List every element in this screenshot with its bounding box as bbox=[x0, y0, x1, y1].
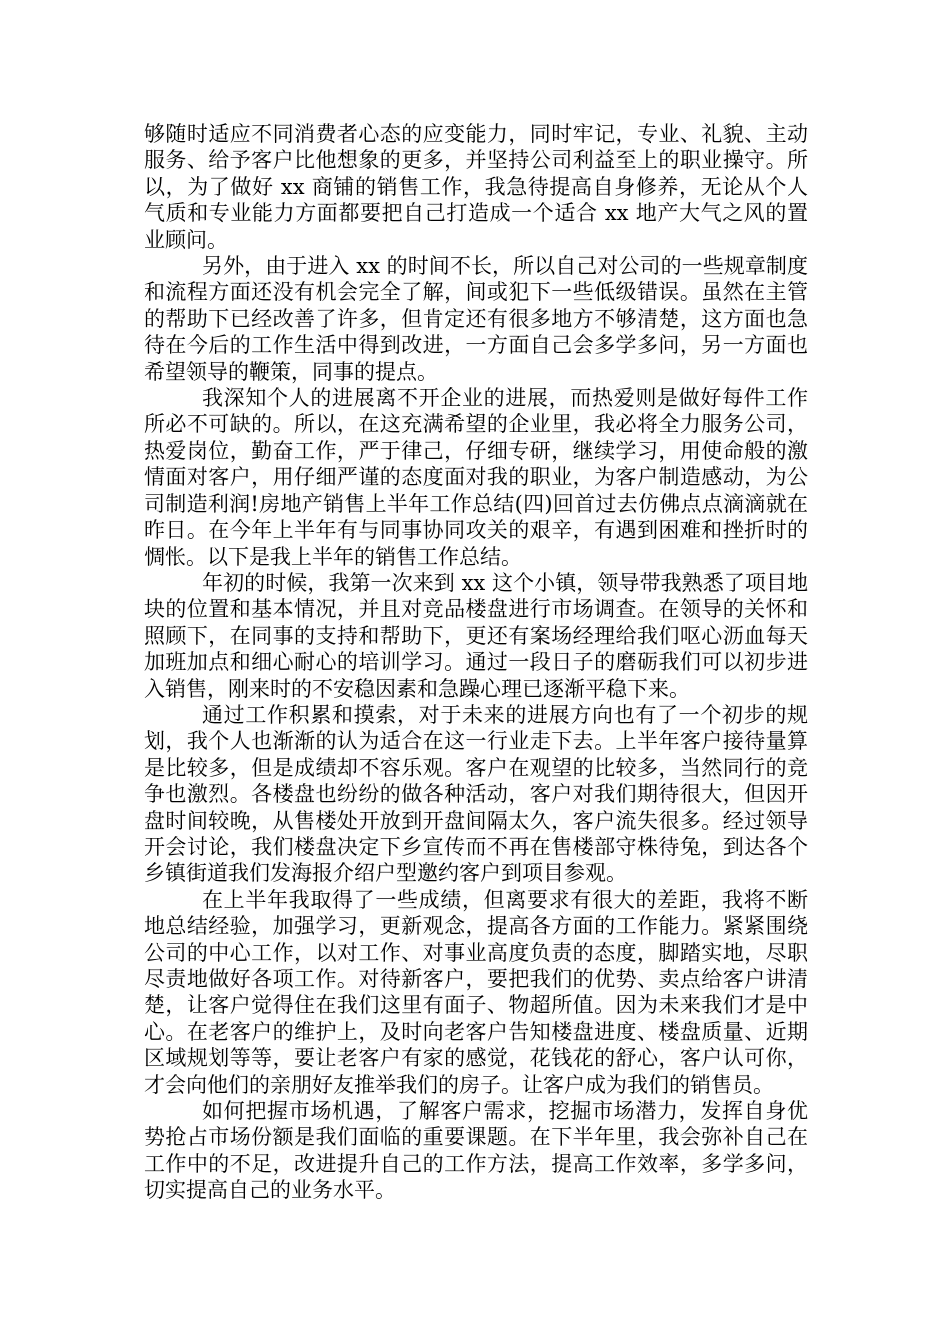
paragraph-2: 另外，由于进入 xx 的时间不长，所以自己对公司的一些规章制度和流程方面还没有机会完全了解，间或犯下一些低级错误。虽然在主管的帮助下已经改善了许多，但肯定还有很多地方不够清楚，这方面也急待在今后的工作生活中得到改进，一方面自己会多学多问，另一方面也希望领导的鞭策，同事的提点。 bbox=[144, 254, 808, 384]
paragraph-3: 我深知个人的进展离不开企业的进展，而热爱则是做好每件工作所必不可缺的。所以，在这充满希望的企业里，我必将全力服务公司，热爱岗位，勤奋工作，严于律己，仔细专研，继续学习，用使命般的激情面对客户，用仔细严谨的态度面对我的职业，为客户制造感动，为公司制造利润!房地产销售上半年工作总结(四)回首过去仿佛点点滴滴就在昨日。在今年上半年有与同事协同攻关的艰辛，有遇到困难和挫折时的惆怅。以下是我上半年的销售工作总结。 bbox=[144, 386, 808, 569]
paragraph-1: 够随时适应不同消费者心态的应变能力，同时牢记，专业、礼貌、主动服务、给予客户比他想象的更多，并坚持公司利益至上的职业操守。所以，为了做好 xx 商铺的销售工作，我急待提高自身修养，无论从个人气质和专业能力方面都要把自己打造成一个适合 xx 地产大气之风的置业顾问。 bbox=[144, 122, 808, 252]
paragraph-4: 年初的时候，我第一次来到 xx 这个小镇，领导带我熟悉了项目地块的位置和基本情况，并且对竞品楼盘进行市场调查。在领导的关怀和照顾下，在同事的支持和帮助下，更还有案场经理给我们呕心沥血每天加班加点和细心耐心的培训学习。通过一段日子的磨砺我们可以初步进入销售，刚来时的不安稳因素和急躁心理已逐渐平稳下来。 bbox=[144, 570, 808, 701]
paragraph-7: 如何把握市场机遇，了解客户需求，挖掘市场潜力，发挥自身优势抢占市场份额是我们面临的重要课题。在下半年里，我会弥补自己在工作中的不足，改进提升自己的工作方法，提高工作效率，多学多问，切实提高自己的业务水平。 bbox=[144, 1099, 808, 1203]
paragraph-5: 通过工作积累和摸索，对于未来的进展方向也有了一个初步的规划，我个人也渐渐的认为适合在这一行业走下去。上半年客户接待量算是比较多，但是成绩却不容乐观。客户在观望的比较多，当然同行的竞争也激烈。各楼盘也纷纷的做各种活动，客户对我们期待很大，但因开盘时间较晚，从售楼处开放到开盘间隔太久，客户流失很多。经过领导开会讨论，我们楼盘决定下乡宣传而不再在售楼部守株待兔，到达各个乡镇街道我们发海报介绍户型邀约客户到项目参观。 bbox=[144, 702, 808, 886]
document-body bbox=[144, 121, 808, 1204]
paragraph-6: 在上半年我取得了一些成绩，但离要求有很大的差距，我将不断地总结经验，加强学习，更新观念，提高各方面的工作能力。紧紧围绕公司的中心工作，以对工作、对事业高度负责的态度，脚踏实地，尽职尽责地做好各项工作。对待新客户，要把我们的优势、卖点给客户讲清楚，让客户觉得住在我们这里有面子、物超所值。因为未来我们才是中心。在老客户的维护上，及时向老客户告知楼盘进度、楼盘质量、近期区域规划等等，要让老客户有家的感觉，花钱花的舒心，客户认可你，才会向他们的亲朋好友推举我们的房子。让客户成为我们的销售员。 bbox=[144, 887, 808, 1097]
